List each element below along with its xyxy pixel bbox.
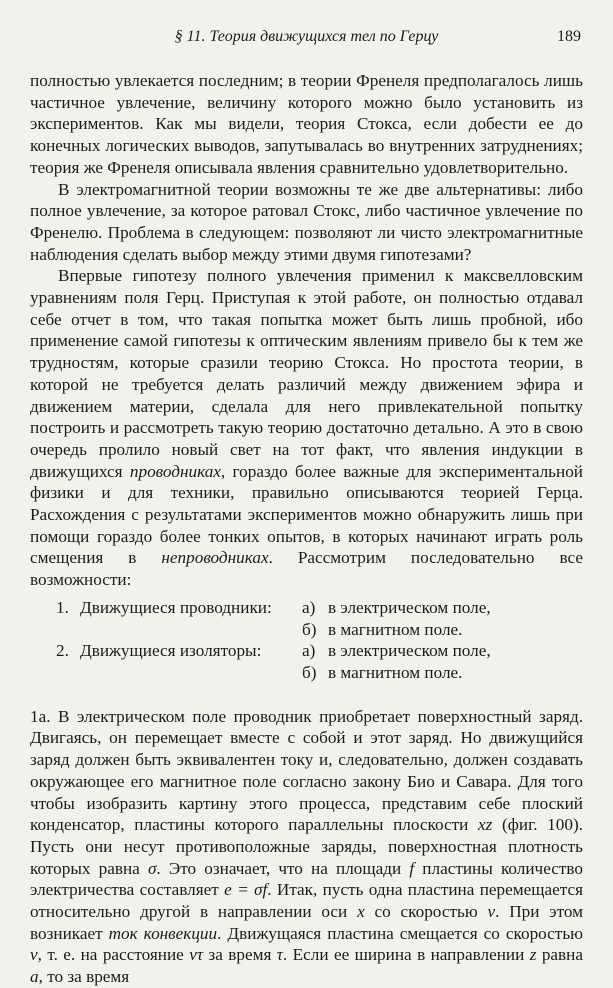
case-row [30,662,583,684]
text-run: Впервые гипотезу полного увлечения применил к максвелловским уравнениям поля Герц. Приступая к этой работе, он полностью отдавал себе отчет в том, что такая попытка может быть лишь пробной, ибо применение самой гипотезы к оптическим явлениям привело бы к тем же трудностям, которые сразили теорию Стокса. Но простота теории, в которой не требуется делать различий между движением эфира и движением материи, сделала для него привлекательной попытку построить и рассмотреть такую теорию достаточно детально. А это в свою очередь пролило новый свет на тот факт, что явления индукции в движущихся [30,266,583,481]
text-run: , гораздо более важные для экспериментальной физики и для техники, правильно описываются теорией Герца. Расхождения с результатами экспериментов можно обнаружить лишь при помощи гораздо более тонких опытов, в которых начинают играть роль смещения в [30,461,584,568]
paragraph-1: полностью увлекается последним; в теории Френеля предполагалось лишь частичное увлечение, величину которого можно было установить из экспериментов. Как мы видели, теория Стокса, если добести ее до конечных логических выводов, запутывалась во внутренних затруднениях; теория же Френеля описывала явления сравнительно удовлетворительно. [30,71,583,177]
case-number [30,662,80,684]
text-run: , то за время [38,967,130,987]
text-run: равна [536,945,583,965]
text-run: , т. е. на расстояние [37,945,190,965]
emphasis-convection-current: ток конвекции [108,923,218,943]
math-var: xz [478,815,493,835]
case-description: в электрическом поле, [328,597,491,617]
case-number: 1. [56,597,69,617]
section-title: § 11. Теория движущихся тел по Герцу [174,28,439,45]
case-number [30,619,80,641]
paragraph-3 [30,265,583,591]
case-label: Движущиеся проводники: [80,597,272,617]
case-sub-letter: а) [302,597,316,617]
page-number: 189 [557,28,581,45]
text-run: 1а. В электрическом поле проводник приобретает поверхностный заряд. Двигаясь, он перемещает вместе с собой и этот заряд. Но движущийся заряд должен быть эквивалентен току и, следовательно, должен создавать окружающее его магнитное поле согласно закону Био и Савара. Для того чтобы изобразить картину этого процесса, представим себе плоский конденсатор, пластины которого параллельны плоскости [30,706,583,835]
text-run: со скоростью [364,902,488,922]
math-var: a [30,967,39,987]
body-text [30,70,583,988]
case-label [80,662,302,684]
case-sub-letter: а) [302,641,316,661]
math-var: vτ [189,945,203,965]
case-description: в магнитном поле. [328,619,463,639]
math-var: f [409,858,415,878]
case-description: в электрическом поле, [328,641,491,661]
running-header [30,28,583,52]
text-run: (фиг. 100). Пусть они несут противоположные заряды, поверхностная плотность которых равна [30,815,583,878]
text-run: . Рассмотрим последовательно все возможности: [30,548,583,590]
math-var: σ [147,858,157,878]
case-row [30,597,583,619]
case-label [80,619,302,641]
case-label: Движущиеся изоляторы: [80,641,262,661]
case-description: в магнитном поле. [328,662,463,682]
math-var: v [30,945,38,965]
text-run: за время [203,945,277,965]
emphasis-nonconductors: непроводниках [161,548,269,568]
math-var: z [529,945,537,965]
math-equation: e = σf [224,880,268,900]
text-run: . Итак, пусть одна пластина перемещается относительно другой в направлении оси [30,880,583,922]
cases-list [30,597,583,684]
case-sub-letter: б) [302,662,317,682]
paragraph-4 [30,706,583,988]
case-row [30,619,583,641]
paragraph-2: В электромагнитной теории возможны те же две альтернативы: либо полное увлечение, за которое ратовал Стокс, либо частичное увлечение по Френелю. Проблема в следующем: позволяют ли чисто электромагнитные наблюдения сделать выбор между этими двумя гипотезами? [30,179,583,264]
text-run: . Движущаяся пластина смещается со скоростью [217,923,583,943]
text-run: пластины количество электричества составляет [30,858,583,900]
math-var: τ [276,945,283,965]
case-row [30,640,583,662]
case-sub-letter: б) [302,619,317,639]
case-number: 2. [56,641,69,661]
text-run: . Это означает, что на площади [156,858,410,878]
emphasis-conductors: проводниках [129,461,221,481]
text-run: . Если ее ширина в направлении [282,945,530,965]
math-var: v [487,902,496,922]
math-var: x [357,902,365,922]
text-run: . При этом возникает [30,902,583,943]
